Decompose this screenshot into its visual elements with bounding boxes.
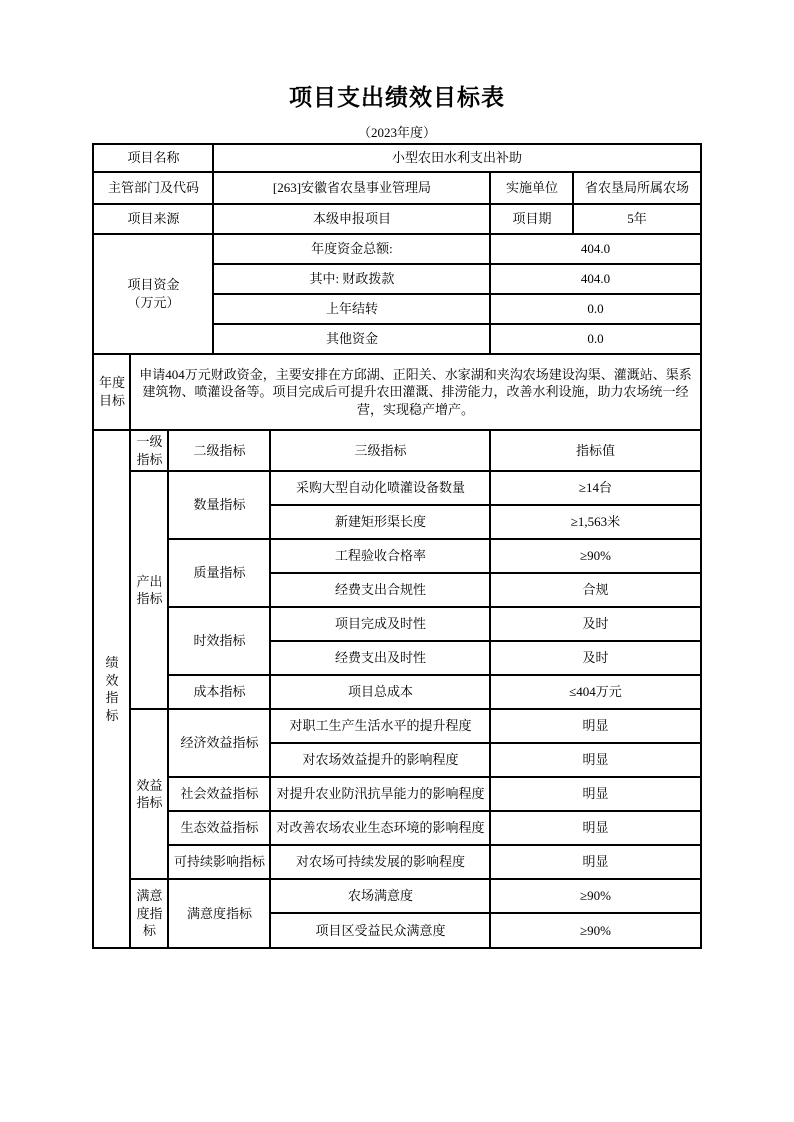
annual-goal-text: 申请404万元财政资金，主要安排在方邱湖、正阳关、水家湖和夹沟农场建设沟渠、灌溉站、渠系建筑物、喷灌设备等。项目完成后可提升农田灌溉、排涝能力，改善水利设施，助力农场统一经营，实现稳产增产。 [130,354,700,430]
project-period-value: 5年 [573,204,700,234]
indicator-name: 对改善农场农业生态环境的影响程度 [270,811,490,845]
indicator-value: 合规 [490,573,700,607]
indicator-value: 及时 [490,641,700,675]
indicator-name: 农场满意度 [270,879,490,913]
header-level1: 一级 指标 [130,430,168,471]
project-source-value: 本级申报项目 [213,204,490,234]
header-level3: 三级指标 [270,430,490,471]
level2-ecological-label: 生态效益指标 [168,811,270,845]
indicator-value: ≥90% [490,879,700,913]
funding-total-value: 404.0 [490,234,700,264]
funding-carryover-value: 0.0 [490,294,700,324]
indicator-value: 及时 [490,607,700,641]
funding-total-label: 年度资金总额: [213,234,490,264]
indicator-value: 明显 [490,845,700,879]
page-title: 项目支出绩效目标表 [289,85,505,110]
header-value: 指标值 [490,430,700,471]
indicator-value: 明显 [490,811,700,845]
indicator-name: 对农场可持续发展的影响程度 [270,845,490,879]
dept-code-label: 主管部门及代码 [93,172,213,204]
level2-social-label: 社会效益指标 [168,777,270,811]
header-level2: 二级指标 [168,430,270,471]
funding-fiscal-label: 其中: 财政拨款 [213,264,490,294]
indicator-name: 项目完成及时性 [270,607,490,641]
indicator-name: 经费支出及时性 [270,641,490,675]
project-period-label: 项目期 [490,204,573,234]
impl-unit-value: 省农垦局所属农场 [573,172,700,204]
level2-sustainability-label: 可持续影响指标 [168,845,270,879]
level2-satisfaction-label: 满意度指标 [168,879,270,948]
level2-timeliness-label: 时效指标 [168,607,270,675]
indicator-name: 经费支出合规性 [270,573,490,607]
project-source-label: 项目来源 [93,204,213,234]
funding-fiscal-value: 404.0 [490,264,700,294]
indicator-name: 项目区受益民众满意度 [270,913,490,948]
indicator-name: 对职工生产生活水平的提升程度 [270,709,490,743]
indicator-value: 明显 [490,743,700,777]
level1-satisfaction-label: 满意 度指 标 [130,879,168,948]
level2-quality-label: 质量指标 [168,539,270,607]
level2-cost-label: 成本指标 [168,675,270,709]
indicator-name: 采购大型自动化喷灌设备数量 [270,471,490,505]
level2-quantity-label: 数量指标 [168,471,270,539]
indicator-value: ≥90% [490,913,700,948]
dept-code-value: [263]安徽省农垦事业管理局 [213,172,490,204]
indicator-value: 明显 [490,709,700,743]
indicator-name: 对农场效益提升的影响程度 [270,743,490,777]
perf-side-label: 绩 效 指 标 [93,430,130,948]
project-name-label: 项目名称 [93,144,213,172]
indicator-name: 项目总成本 [270,675,490,709]
level2-economic-label: 经济效益指标 [168,709,270,777]
project-funding-label: 项目资金 （万元） [93,234,213,354]
level1-benefit-label: 效益 指标 [130,709,168,879]
indicator-value: ≥1,563米 [490,505,700,539]
indicator-name: 工程验收合格率 [270,539,490,573]
annual-goal-label: 年度 目标 [93,354,130,430]
indicator-value: 明显 [490,777,700,811]
indicator-value: ≥90% [490,539,700,573]
performance-target-table [92,143,701,949]
indicator-value: ≤404万元 [490,675,700,709]
funding-carryover-label: 上年结转 [213,294,490,324]
level1-output-label: 产出 指标 [130,471,168,709]
page-subtitle: （2023年度） [357,125,436,140]
impl-unit-label: 实施单位 [490,172,573,204]
indicator-name: 新建矩形渠长度 [270,505,490,539]
funding-other-label: 其他资金 [213,324,490,354]
indicator-name: 对提升农业防汛抗旱能力的影响程度 [270,777,490,811]
project-name-value: 小型农田水利支出补助 [213,144,700,172]
indicator-value: ≥14台 [490,471,700,505]
funding-other-value: 0.0 [490,324,700,354]
